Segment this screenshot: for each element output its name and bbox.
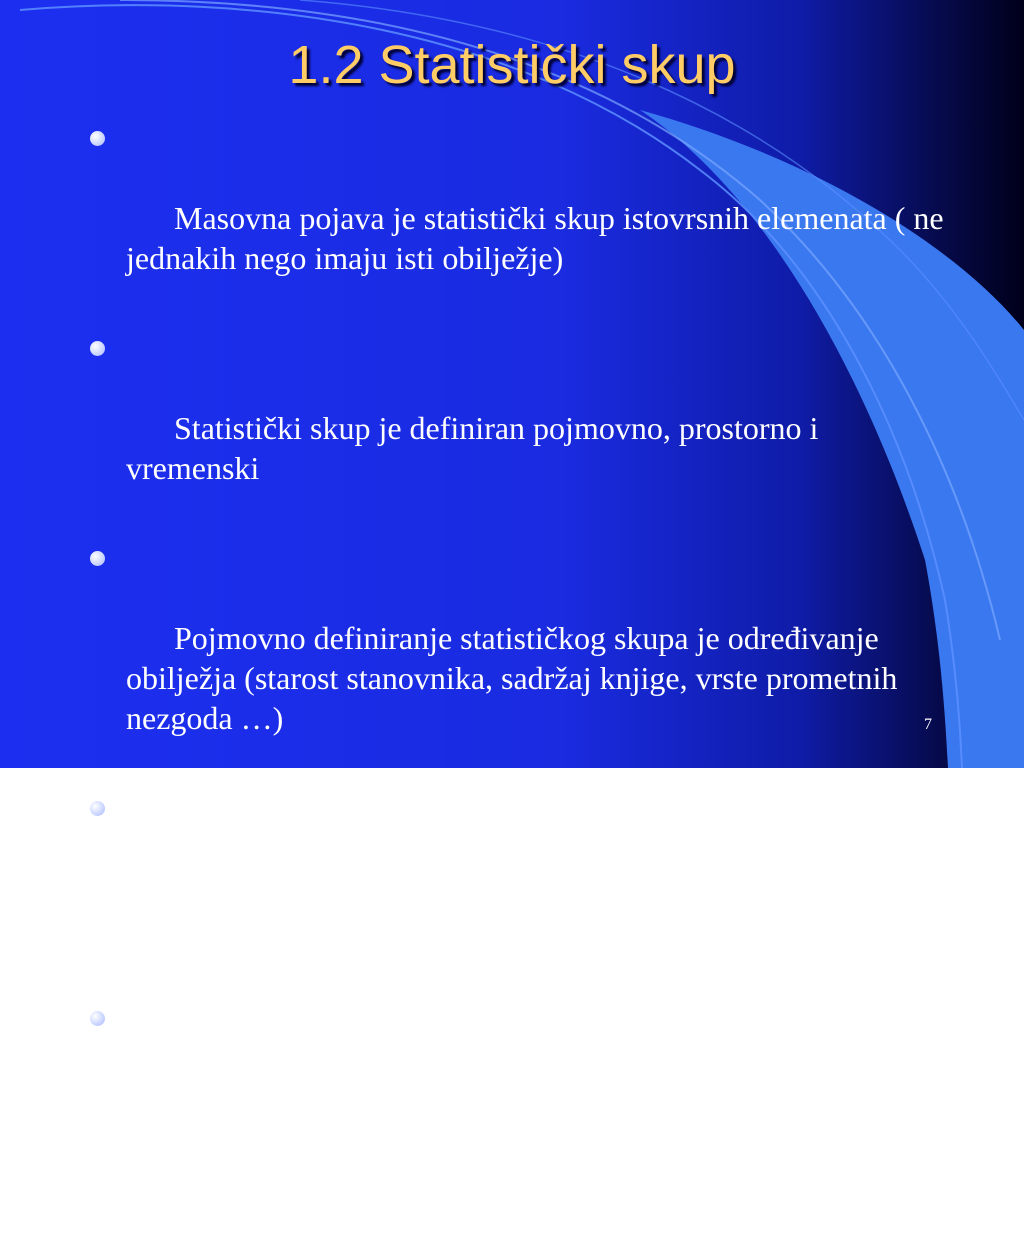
bullet-list bbox=[88, 118, 952, 1248]
bullet-text: Pojmovno definiranje statističkog skupa je određivanje obilježja (starost stanovnika, sadržaj knjige, vrste prometnih nezgoda …) bbox=[126, 620, 906, 736]
bullet-icon bbox=[90, 551, 105, 566]
bullet-text: Masovna pojava je statistički skup istovrsnih elemenata ( ne jednakih nego imaju isti obilježje) bbox=[126, 200, 952, 276]
list-item bbox=[88, 788, 948, 988]
list-item bbox=[88, 538, 948, 778]
bullet-text: Statistički skup je definiran pojmovno, prostorno i vremenski bbox=[126, 410, 827, 486]
list-item bbox=[88, 118, 952, 318]
bullet-text: Prostorno definiranje statističkog skupa i određivanje prostora ( RH, NSK, Zagreb, …) bbox=[126, 870, 874, 946]
bullet-icon bbox=[90, 131, 105, 146]
bullet-icon bbox=[90, 1011, 105, 1026]
list-item bbox=[88, 998, 948, 1238]
list-item bbox=[88, 328, 948, 528]
bullet-icon bbox=[90, 341, 105, 356]
bullet-icon bbox=[90, 801, 105, 816]
page-number: 7 bbox=[924, 716, 932, 733]
bullet-text: Vremensko definiranje statističkog skupa je određivanje vremenskog trenutaka ili razdoblja ( 31. ožujka 2001., godina izdanja, ljeto 2003. …) bbox=[126, 1080, 923, 1196]
slide-title: 1.2 Statistički skup bbox=[288, 35, 736, 95]
